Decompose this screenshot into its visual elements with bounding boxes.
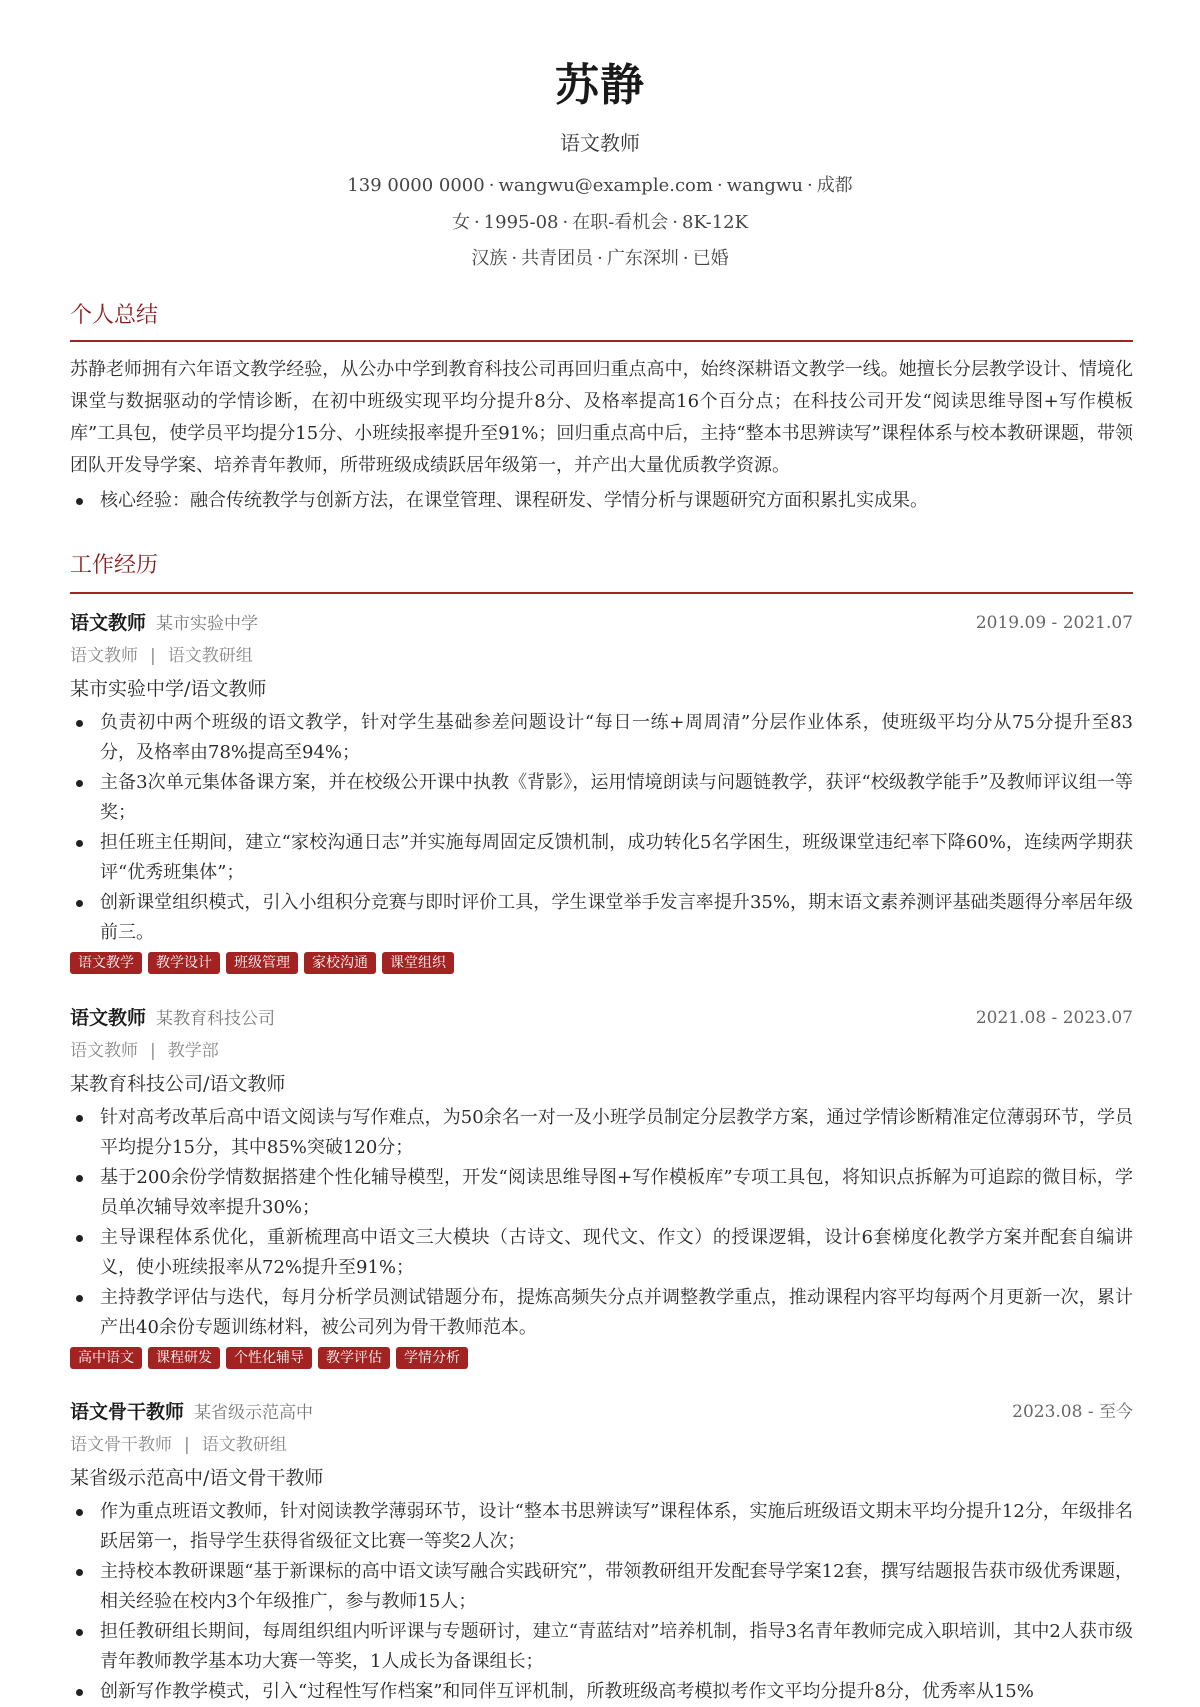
job-department: 语文教研组 [201,1435,287,1455]
job-position: 语文教师 [70,1041,138,1061]
list-item: 主备3次单元集体备课方案，并在校级公开课中执教《背影》，运用情境朗读与问题链教学，获评“校级教学能手”及教师评议组一等奖； [70,768,1133,828]
job-header [70,1397,1133,1427]
job-entry [70,1397,1133,1707]
job-bullets [70,1497,1133,1707]
list-item: 创新课堂组织模式，引入小组积分竞赛与即时评价工具，学生课堂举手发言率提升35%，期末语文素养测评基础类题得分率居年级前三。 [70,888,1133,948]
job-org-line: 某教育科技公司/语文教师 [70,1073,286,1095]
job-title: 语文骨干教师 [70,1401,185,1423]
list-item: 主持校本教研课题“基于新课标的高中语文读写融合实践研究”，带领教研组开发配套导学案12套，撰写结题报告获市级优秀课题，相关经验在校内3个年级推广，参与教师15人； [70,1557,1133,1617]
skill-tag: 高中语文 [70,1347,142,1369]
skill-tag: 教学评估 [318,1347,390,1369]
skill-tags [70,1347,1133,1373]
summary-bullets [70,486,1133,516]
contact-line: 139 0000 0000 · wangwu@example.com · wangwu · 成都 [347,175,853,196]
job-header [70,1003,1133,1033]
summary-paragraph: 苏静老师拥有六年语文教学经验，从公办中学到教育科技公司再回归重点高中，始终深耕语文教学一线。她擅长分层教学设计、情境化课堂与数据驱动的学情诊断，在初中班级实现平均分提升8分、及格率提高16个百分点；在科技公司开发“阅读思维导图+写作模板库”工具包，使学员平均提分15分、小班续报率提升至91%；回归重点高中后，主持“整本书思辨读写”课程体系与校本教研课题，带领团队开发导学案、培养青年教师，所带班级成绩跃居年级第一，并产出大量优质教学资源。 [70,359,1133,476]
job-header [70,608,1133,638]
job-meta: 语文骨干教师 | 语文教研组 [70,1435,287,1455]
job-position: 语文骨干教师 [70,1435,172,1455]
ethnicity: 汉族 [471,248,508,269]
section-divider [70,592,1133,594]
phone: 139 0000 0000 [347,175,485,196]
job-title: 语文教师 [70,1007,147,1029]
skill-tags [70,952,1133,978]
political-status: 共青团员 [521,248,594,269]
list-item: 担任班主任期间，建立“家校沟通日志”并实施每周固定反馈机制，成功转化5名学困生，班级课堂违纪率下降60%，连续两学期获评“优秀班集体”； [70,828,1133,888]
handle: wangwu [726,175,803,196]
job-bullets [70,708,1133,948]
personal-info-line: 汉族 · 共青团员 · 广东深圳 · 已婚 [471,248,729,269]
skill-tag: 班级管理 [226,952,298,974]
list-item: 针对高考改革后高中语文阅读与写作难点，为50余名一对一及小班学员制定分层教学方案，通过学情诊断精准定位薄弱环节，学员平均提分15分，其中85%突破120分； [70,1103,1133,1163]
list-item: 担任教研组长期间，每周组织组内听评课与专题研讨，建立“青蓝结对”培养机制，指导3名青年教师完成入职培训，其中2人获市级青年教师教学基本功大赛一等奖，1人成长为备课组长； [70,1617,1133,1677]
job-entry [70,608,1133,978]
skill-tag: 课程研发 [148,1347,220,1369]
skill-tag: 课堂组织 [382,952,454,974]
job-date: 2023.08 - 至今 [1012,1402,1133,1422]
list-item: 主导课程体系优化，重新梳理高中语文三大模块（古诗文、现代文、作文）的授课逻辑，设计6套梯度化教学方案并配套自编讲义，使小班续报率从72%提升至91%； [70,1223,1133,1283]
job-org-line: 某省级示范高中/语文骨干教师 [70,1467,324,1489]
skill-tag: 家校沟通 [304,952,376,974]
section-divider [70,340,1133,342]
skill-tag: 教学设计 [148,952,220,974]
job-status: 在职-看机会 [572,212,669,233]
birth-date: 1995-08 [483,212,559,233]
list-item: 创新写作教学模式，引入“过程性写作档案”和同伴互评机制，所教班级高考模拟考作文平均分提升8分，优秀率从15% [70,1677,1133,1707]
salary-expectation: 8K-12K [682,212,749,233]
job-title: 语文教师 [70,612,147,634]
job-department: 教学部 [167,1041,219,1061]
marital-status: 已婚 [692,248,729,269]
list-item: 核心经验：融合传统教学与创新方法，在课堂管理、课程研发、学情分析与课题研究方面积累扎实成果。 [70,486,1133,516]
email: wangwu@example.com [498,175,713,196]
candidate-role: 语文教师 [560,131,640,155]
job-company: 某市实验中学 [156,614,259,634]
job-meta: 语文教师 | 语文教研组 [70,646,253,666]
list-item: 作为重点班语文教师，针对阅读教学薄弱环节，设计“整本书思辨读写”课程体系，实施后班级语文期末平均分提升12分，年级排名跃居第一，指导学生获得省级征文比赛一等奖2人次； [70,1497,1133,1557]
job-company: 某教育科技公司 [156,1009,276,1029]
city: 成都 [816,175,853,196]
skill-tag: 学情分析 [396,1347,468,1369]
list-item: 主持教学评估与迭代，每月分析学员测试错题分布，提炼高频失分点并调整教学重点，推动课程内容平均每两个月更新一次，累计产出40余份专题训练材料，被公司列为骨干教师范本。 [70,1283,1133,1343]
candidate-name: 苏静 [555,60,645,111]
job-department: 语文教研组 [167,646,253,666]
job-position: 语文教师 [70,646,138,666]
list-item: 负责初中两个班级的语文教学，针对学生基础参差问题设计“每日一练+周周清”分层作业体系，使班级平均分从75分提升至83分，及格率由78%提高至94%； [70,708,1133,768]
job-bullets [70,1103,1133,1343]
job-entry [70,1003,1133,1373]
job-date: 2021.08 - 2023.07 [975,1008,1133,1028]
skill-tag: 个性化辅导 [226,1347,312,1369]
job-org-line: 某市实验中学/语文教师 [70,678,267,700]
job-date: 2019.09 - 2021.07 [975,613,1133,633]
gender: 女 [451,212,470,233]
section-title-experience: 工作经历 [70,553,159,578]
job-company: 某省级示范高中 [194,1403,314,1423]
job-meta: 语文教师 | 教学部 [70,1041,219,1061]
section-title-summary: 个人总结 [70,303,159,328]
list-item: 基于200余份学情数据搭建个性化辅导模型，开发“阅读思维导图+写作模板库”专项工具包，将知识点拆解为可追踪的微目标，学员单次辅导效率提升30%； [70,1163,1133,1223]
skill-tag: 语文教学 [70,952,142,974]
hometown: 广东深圳 [606,248,679,269]
basic-info-line: 女 · 1995-08 · 在职-看机会 · 8K-12K [451,212,749,233]
